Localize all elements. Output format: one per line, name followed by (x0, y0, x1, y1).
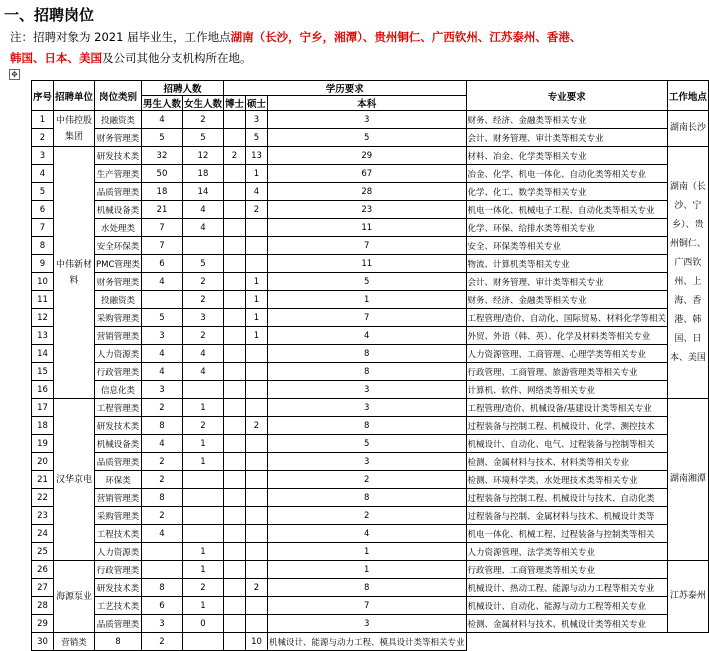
cell-bachelor: 4 (268, 525, 467, 543)
cell-female (182, 525, 223, 543)
table-row (32, 561, 709, 579)
cell-unit: 中伟控股集团 (54, 111, 95, 147)
cell-male: 2 (141, 507, 182, 525)
cell-phd (223, 291, 245, 309)
cell-seq: 14 (32, 345, 54, 363)
cell-category: 工程管理类 (95, 399, 142, 417)
cell-master: 2 (245, 417, 267, 435)
cell-male: 3 (141, 381, 182, 399)
cell-category: 财务管理类 (95, 273, 142, 291)
table-row (32, 291, 709, 309)
cell-master: 2 (245, 201, 267, 219)
cell-phd (223, 363, 245, 381)
table-row (32, 525, 709, 543)
table-row (32, 255, 709, 273)
cell-male: 4 (141, 111, 182, 129)
cell-category: 营销管理类 (95, 489, 142, 507)
cell-master (223, 633, 245, 651)
cell-phd (223, 453, 245, 471)
cell-major: 行政管理、工商管理、旅游管理类等相关专业 (466, 363, 667, 381)
table-row (32, 219, 709, 237)
header-location: 工作地点 (667, 81, 708, 111)
cell-phd (223, 543, 245, 561)
header-category: 岗位类别 (95, 81, 142, 111)
table-row (32, 489, 709, 507)
cell-phd (223, 471, 245, 489)
cell-phd (223, 111, 245, 129)
cell-master: 1 (245, 165, 267, 183)
cell-major: 财务、经济、金融类等相关专业 (466, 111, 667, 129)
cell-major: 工程管理/造价、自动化、国际贸易、材料化学等相关 (466, 309, 667, 327)
cell-master: 4 (245, 183, 267, 201)
cell-category: 机械设备类 (95, 201, 142, 219)
table-row (32, 237, 709, 255)
cell-male: 18 (141, 183, 182, 201)
cell-female: 2 (182, 273, 223, 291)
cell-phd (223, 435, 245, 453)
cell-major: 工程管理/造价、机械设备/基建设计类等相关专业 (466, 399, 667, 417)
cell-category: 品质管理类 (95, 183, 142, 201)
cell-male: 4 (141, 345, 182, 363)
cell-phd (223, 183, 245, 201)
cell-phd (223, 201, 245, 219)
cell-seq: 23 (32, 507, 54, 525)
cell-female (182, 237, 223, 255)
cell-bachelor: 67 (268, 165, 467, 183)
cell-bachelor: 5 (268, 129, 467, 147)
note-suffix: 及公司其他分支机构所在地。 (102, 51, 252, 65)
cell-category: 行政管理类 (95, 363, 142, 381)
cell-seq: 2 (32, 129, 54, 147)
cell-bachelor: 8 (268, 417, 467, 435)
table-move-handle-icon[interactable]: ✥ (9, 69, 20, 80)
section-heading: 一、招聘岗位 (4, 6, 95, 24)
cell-male: 3 (141, 615, 182, 633)
cell-phd (223, 579, 245, 597)
cell-phd (223, 381, 245, 399)
cell-category: 研发技术类 (95, 147, 142, 165)
cell-male (141, 291, 182, 309)
cell-seq: 9 (32, 255, 54, 273)
cell-seq: 12 (32, 309, 54, 327)
cell-master (245, 489, 267, 507)
cell-category: 采购管理类 (95, 309, 142, 327)
cell-category: 品质管理类 (95, 453, 142, 471)
cell-bachelor: 8 (268, 345, 467, 363)
cell-male: 2 (141, 453, 182, 471)
cell-female: 0 (182, 615, 223, 633)
cell-major: 安全、环保类等相关专业 (466, 237, 667, 255)
cell-female: 1 (182, 435, 223, 453)
cell-location: 江苏泰州 (667, 561, 708, 633)
cell-bachelor: 3 (268, 453, 467, 471)
table-row (32, 615, 709, 633)
cell-category: 投融资类 (95, 111, 142, 129)
note-prefix: 注：招聘对象为 2021 届毕业生，工作地点 (10, 30, 231, 44)
table-row (32, 417, 709, 435)
cell-female: 2 (182, 291, 223, 309)
note-locations-1: 湖南（长沙，宁乡，湘潭）、贵州铜仁、广西钦州、江苏泰州、香港、 (230, 30, 582, 44)
cell-master (245, 543, 267, 561)
cell-female: 1 (182, 453, 223, 471)
cell-phd (223, 489, 245, 507)
cell-male: 7 (141, 237, 182, 255)
table-row (32, 327, 709, 345)
table-row (32, 111, 709, 129)
cell-female: 14 (182, 183, 223, 201)
cell-major: 过程装备与控制工程、机械设计、化学、测控技术 (466, 417, 667, 435)
table-row (32, 507, 709, 525)
table-row (32, 471, 709, 489)
cell-bachelor: 3 (268, 399, 467, 417)
header-master: 硕士 (245, 96, 267, 111)
cell-seq: 30 (32, 633, 54, 651)
table-row (32, 309, 709, 327)
cell-seq: 29 (32, 615, 54, 633)
header-seq: 序号 (32, 81, 54, 111)
cell-female (182, 471, 223, 489)
cell-male: 8 (95, 633, 142, 651)
cell-female (182, 489, 223, 507)
cell-phd (223, 561, 245, 579)
cell-bachelor: 3 (268, 615, 467, 633)
cell-male (141, 543, 182, 561)
cell-female: 1 (182, 543, 223, 561)
cell-bachelor: 28 (268, 183, 467, 201)
cell-category: 安全环保类 (95, 237, 142, 255)
cell-female (182, 507, 223, 525)
cell-seq: 20 (32, 453, 54, 471)
cell-major: 外贸、外语（韩、英）、化学及材料类等相关专业 (466, 327, 667, 345)
cell-phd: 2 (223, 147, 245, 165)
cell-male: 6 (141, 255, 182, 273)
cell-master (245, 255, 267, 273)
cell-female: 3 (182, 309, 223, 327)
cell-master: 13 (245, 147, 267, 165)
cell-master: 1 (245, 273, 267, 291)
cell-female: 2 (182, 417, 223, 435)
cell-seq: 18 (32, 417, 54, 435)
cell-bachelor: 2 (268, 471, 467, 489)
cell-master (245, 507, 267, 525)
cell-major: 检测、金属材料与技术、材料类等相关专业 (466, 453, 667, 471)
cell-bachelor: 3 (268, 381, 467, 399)
cell-seq: 21 (32, 471, 54, 489)
cell-master: 3 (245, 111, 267, 129)
cell-male: 2 (141, 471, 182, 489)
table-row (32, 543, 709, 561)
cell-major: 财务、经济、金融类等相关专业 (466, 291, 667, 309)
cell-major: 过程装备与控制、金属材料与技术、机械设计类等 (466, 507, 667, 525)
cell-master (245, 453, 267, 471)
cell-seq: 7 (32, 219, 54, 237)
header-female: 女生人数 (182, 96, 223, 111)
cell-seq: 27 (32, 579, 54, 597)
cell-major: 机械设计、能源与动力工程、模具设计类等相关专业 (268, 633, 467, 651)
cell-seq: 28 (32, 597, 54, 615)
cell-female: 4 (182, 345, 223, 363)
cell-master: 2 (245, 579, 267, 597)
cell-bachelor: 2 (268, 507, 467, 525)
cell-major: 机械设计、自动化、能源与动力工程等相关专业 (466, 597, 667, 615)
cell-female: 18 (182, 165, 223, 183)
cell-category: 营销管理类 (95, 327, 142, 345)
cell-female: 1 (182, 399, 223, 417)
cell-category: 工程技术类 (95, 525, 142, 543)
cell-bachelor: 11 (268, 255, 467, 273)
cell-male: 4 (141, 435, 182, 453)
header-male: 男生人数 (141, 96, 182, 111)
header-count-group: 招聘人数 (141, 81, 223, 96)
cell-seq: 8 (32, 237, 54, 255)
cell-location: 湖南长沙 (667, 111, 708, 147)
header-bachelor: 本科 (268, 96, 467, 111)
cell-category: 投融资类 (95, 291, 142, 309)
cell-major: 物流、计算机类等相关专业 (466, 255, 667, 273)
cell-location: 湖南湘潭 (667, 399, 708, 561)
cell-category: 工艺技术类 (95, 597, 142, 615)
cell-female: 2 (182, 327, 223, 345)
cell-major: 过程装备与控制工程、机械设计与技术、自动化类 (466, 489, 667, 507)
cell-master (245, 561, 267, 579)
cell-bachelor: 7 (268, 237, 467, 255)
cell-seq: 5 (32, 183, 54, 201)
cell-bachelor: 23 (268, 201, 467, 219)
cell-seq: 26 (32, 561, 54, 579)
cell-bachelor: 1 (268, 561, 467, 579)
cell-male: 8 (141, 489, 182, 507)
cell-master (245, 381, 267, 399)
cell-major: 检测、环境科学类、水处理技术类等相关专业 (466, 471, 667, 489)
cell-bachelor: 3 (268, 111, 467, 129)
table-row (32, 453, 709, 471)
cell-female: 2 (182, 579, 223, 597)
cell-female: 5 (182, 129, 223, 147)
header-unit: 招聘单位 (54, 81, 95, 111)
cell-category: 财务管理类 (95, 129, 142, 147)
cell-phd (223, 345, 245, 363)
cell-phd (182, 633, 223, 651)
cell-male: 3 (141, 327, 182, 345)
cell-category: 人力资源类 (95, 543, 142, 561)
cell-bachelor: 5 (268, 273, 467, 291)
cell-seq: 17 (32, 399, 54, 417)
cell-category: 人力资源类 (95, 345, 142, 363)
cell-seq: 1 (32, 111, 54, 129)
table-row (32, 435, 709, 453)
header-edu-group: 学历要求 (223, 81, 466, 96)
cell-major: 人力资源管理、工商管理、心理学类等相关专业 (466, 345, 667, 363)
cell-master: 1 (245, 327, 267, 345)
cell-female: 1 (182, 597, 223, 615)
cell-male: 5 (141, 129, 182, 147)
cell-phd (223, 327, 245, 345)
cell-major: 计算机、软件、网络类等相关专业 (466, 381, 667, 399)
cell-seq: 15 (32, 363, 54, 381)
table-row (32, 273, 709, 291)
cell-male: 8 (141, 417, 182, 435)
cell-major: 会计、财务管理、审计类等相关专业 (466, 273, 667, 291)
cell-female: 4 (182, 363, 223, 381)
cell-major: 机械设计、热动工程、能源与动力工程等相关专业 (466, 579, 667, 597)
cell-major: 机电一体化、机械工程、过程装备与控制类等相关 (466, 525, 667, 543)
cell-master (245, 219, 267, 237)
cell-bachelor: 4 (268, 327, 467, 345)
cell-phd (223, 417, 245, 435)
cell-male: 2 (141, 399, 182, 417)
cell-bachelor: 1 (268, 543, 467, 561)
cell-seq: 13 (32, 327, 54, 345)
cell-phd (223, 219, 245, 237)
cell-seq: 25 (32, 543, 54, 561)
cell-master: 1 (245, 309, 267, 327)
cell-male: 4 (141, 273, 182, 291)
cell-male: 6 (141, 597, 182, 615)
cell-master (245, 615, 267, 633)
cell-master (245, 399, 267, 417)
cell-phd (223, 309, 245, 327)
cell-category: 生产管理类 (95, 165, 142, 183)
cell-male: 4 (141, 525, 182, 543)
cell-major: 行政管理、工商管理类等相关专业 (466, 561, 667, 579)
cell-male: 32 (141, 147, 182, 165)
cell-master (245, 471, 267, 489)
cell-category: 研发技术类 (95, 417, 142, 435)
cell-category: 环保类 (95, 471, 142, 489)
cell-seq: 4 (32, 165, 54, 183)
cell-unit: 汉华京电 (54, 399, 95, 561)
cell-male: 8 (141, 579, 182, 597)
header-phd: 博士 (223, 96, 245, 111)
cell-major: 人力资源管理、法学类等相关专业 (466, 543, 667, 561)
cell-bachelor: 29 (268, 147, 467, 165)
cell-bachelor: 5 (268, 435, 467, 453)
cell-bachelor: 7 (268, 309, 467, 327)
cell-female: 2 (141, 633, 182, 651)
cell-major: 机电一体化、机械电子工程、自动化类等相关专业 (466, 201, 667, 219)
cell-phd (223, 165, 245, 183)
cell-category: 信息化类 (95, 381, 142, 399)
table-row (32, 381, 709, 399)
table-row (32, 633, 709, 651)
cell-major: 机械设计、自动化、电气、过程装备与控制等相关 (466, 435, 667, 453)
table-row (32, 345, 709, 363)
cell-female: 2 (182, 111, 223, 129)
cell-master (245, 435, 267, 453)
cell-male: 21 (141, 201, 182, 219)
cell-bachelor: 11 (268, 219, 467, 237)
cell-master (245, 345, 267, 363)
cell-seq: 19 (32, 435, 54, 453)
cell-female: 1 (182, 561, 223, 579)
cell-unit: 中伟新材料 (54, 147, 95, 399)
cell-category: 机械设备类 (95, 435, 142, 453)
cell-seq: 24 (32, 525, 54, 543)
cell-female: 4 (182, 219, 223, 237)
header-major: 专业要求 (466, 81, 667, 111)
cell-master (245, 525, 267, 543)
cell-seq: 3 (32, 147, 54, 165)
cell-unit: 海源泵业 (54, 561, 95, 633)
cell-phd (223, 255, 245, 273)
cell-major: 化学、环保、给排水类等相关专业 (466, 219, 667, 237)
cell-major: 化学、化工、数学类等相关专业 (466, 183, 667, 201)
cell-phd (223, 615, 245, 633)
cell-male (141, 561, 182, 579)
cell-phd (223, 525, 245, 543)
cell-major: 会计、财务管理、审计类等相关专业 (466, 129, 667, 147)
table-row (32, 579, 709, 597)
cell-female: 4 (182, 201, 223, 219)
table-row (32, 399, 709, 417)
cell-phd (223, 399, 245, 417)
cell-seq: 11 (32, 291, 54, 309)
cell-seq: 16 (32, 381, 54, 399)
table-row (32, 129, 709, 147)
cell-phd (223, 597, 245, 615)
cell-category: 水处理类 (95, 219, 142, 237)
cell-male: 7 (141, 219, 182, 237)
table-row (32, 183, 709, 201)
cell-master: 5 (245, 129, 267, 147)
cell-master (245, 237, 267, 255)
cell-phd (223, 237, 245, 255)
cell-seq: 22 (32, 489, 54, 507)
cell-category: PMC管理类 (95, 255, 142, 273)
table-row (32, 363, 709, 381)
cell-bachelor: 8 (268, 579, 467, 597)
table-body (32, 111, 709, 651)
cell-male: 5 (141, 309, 182, 327)
table-row (32, 147, 709, 165)
cell-bachelor: 10 (245, 633, 267, 651)
cell-master (245, 363, 267, 381)
cell-master (245, 597, 267, 615)
cell-category: 行政管理类 (95, 561, 142, 579)
cell-category: 采购管理类 (95, 507, 142, 525)
cell-master: 1 (245, 291, 267, 309)
recruitment-note (10, 27, 670, 69)
cell-category: 研发技术类 (95, 579, 142, 597)
cell-phd (223, 507, 245, 525)
cell-seq: 10 (32, 273, 54, 291)
cell-male: 4 (141, 363, 182, 381)
cell-female: 12 (182, 147, 223, 165)
recruitment-table (31, 80, 709, 651)
cell-female: 5 (182, 255, 223, 273)
table-row (32, 165, 709, 183)
cell-major: 冶金、化学、机电一体化、自动化类等相关专业 (466, 165, 667, 183)
cell-bachelor: 1 (268, 291, 467, 309)
cell-phd (223, 129, 245, 147)
cell-female (182, 381, 223, 399)
note-locations-2: 韩国、日本、美国 (10, 51, 102, 65)
cell-bachelor: 7 (268, 597, 467, 615)
cell-location: 湖南（长沙、宁乡）、贵州铜仁、广西钦州、上海、香港、韩国、日本、美国 (667, 147, 708, 399)
cell-seq: 6 (32, 201, 54, 219)
cell-male: 50 (141, 165, 182, 183)
cell-major: 检测、金属材料与技术、机械设计类等相关专业 (466, 615, 667, 633)
cell-phd (223, 273, 245, 291)
table-row (32, 201, 709, 219)
cell-category: 营销类 (54, 633, 95, 651)
cell-bachelor: 8 (268, 489, 467, 507)
cell-category: 品质管理类 (95, 615, 142, 633)
table-row (32, 597, 709, 615)
cell-bachelor: 8 (268, 363, 467, 381)
cell-major: 材料、冶金、化学类等相关专业 (466, 147, 667, 165)
